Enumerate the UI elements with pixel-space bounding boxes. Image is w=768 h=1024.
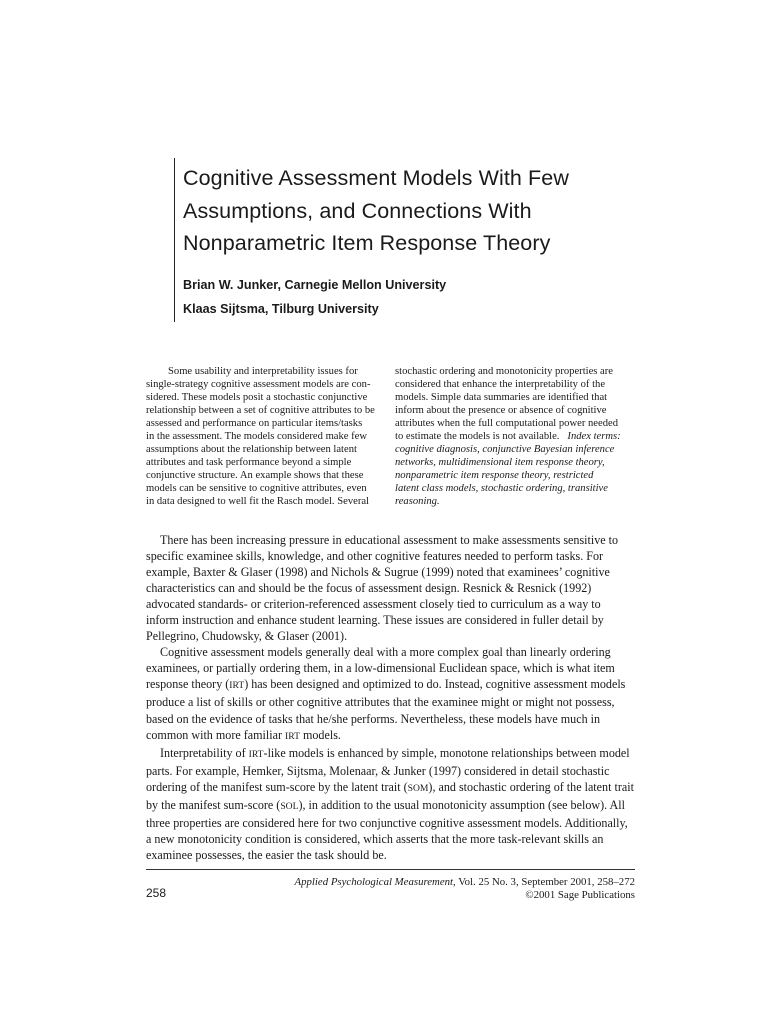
- body-line: advocated standards- or criterion-referenced assessment closely tied to curriculum as a way to: [146, 597, 601, 612]
- body-line: parts. For example, Hemker, Sijtsma, Molenaar, & Junker (1997) considered in detail stochastic: [146, 763, 610, 778]
- abbreviation-sol: SOL: [280, 800, 299, 812]
- title-line: Assumptions, and Connections With: [183, 198, 532, 223]
- body-text-segment: ), and stochastic ordering of the latent trait: [428, 779, 634, 794]
- abstract-line: assumptions about the relationship between latent: [146, 444, 357, 456]
- body-text-segment: response theory (: [146, 677, 230, 692]
- footer-rule: [146, 869, 635, 870]
- body-line: Pellegrino, Chudowsky, & Glaser (2001).: [146, 629, 348, 644]
- body-text-segment: common with more familiar: [146, 727, 286, 742]
- abstract-line: models. Simple data summaries are identified that: [395, 392, 608, 404]
- abstract-line: attributes when the full computational power needed: [395, 418, 618, 430]
- abbreviation-irt: IRT: [285, 730, 300, 742]
- abstract-line: considered that enhance the interpretability of the: [395, 379, 606, 391]
- abstract-line: inform about the presence or absence of cognitive: [395, 405, 607, 417]
- body-line: produce a list of skills or other cognitive attributes that the examinee might or might not possess,: [146, 695, 615, 710]
- body-line: example, Baxter & Glaser (1998) and Nichols & Sugrue (1999) noted that examinees’ cognitive: [146, 565, 610, 580]
- title-block: [174, 158, 703, 322]
- body-line: [146, 727, 635, 745]
- body-line: There has been increasing pressure in educational assessment to make assessments sensitive to: [160, 533, 619, 547]
- title-line: Nonparametric Item Response Theory: [183, 231, 551, 255]
- abstract-line: [395, 430, 635, 443]
- abstract-line: single-strategy cognitive assessment models are con-: [146, 379, 371, 391]
- index-terms-line: cognitive diagnosis, conjunctive Bayesian inference: [395, 444, 615, 456]
- page-number: 258: [146, 886, 167, 900]
- body-line: a new monotonicity condition is considered, which asserts that the more task-relevant skills an: [146, 831, 604, 846]
- body-text: [146, 532, 635, 863]
- index-terms-line: nonparametric item response theory, restricted: [395, 470, 594, 482]
- journal-name: Applied Psychological Measurement,: [294, 876, 456, 888]
- citation-line: [295, 876, 635, 889]
- body-text-segment: ordering of the manifest sum-score by the latent trait (: [146, 779, 408, 794]
- body-line: based on the evidence of tasks that he/she performs. Nevertheless, these models have much in: [146, 711, 601, 726]
- abstract-line: models can be sensitive to cognitive attributes, even: [146, 483, 367, 495]
- body-line: examinees, or partially ordering them, in a low-dimensional Euclidean space, which is what item: [146, 661, 615, 676]
- abstract-line: in data designed to well fit the Rasch model. Several: [146, 496, 369, 508]
- body-text-segment: by the manifest sum-score (: [146, 797, 281, 812]
- abstract-line: sidered. These models posit a stochastic conjunctive: [146, 392, 368, 404]
- index-terms-label: Index terms:: [567, 431, 621, 443]
- abbreviation-som: SOM: [407, 782, 429, 794]
- abstract-line: conjunctive structure. An example shows that these: [146, 470, 364, 482]
- abbreviation-irt: IRT: [248, 748, 264, 760]
- abstract-line: attributes and task performance beyond a simple: [146, 457, 352, 469]
- abstract-line: relationship between a set of cognitive attributes to be: [146, 405, 375, 417]
- body-line: inform instruction and enhance student learning. These issues are considered in fuller detail by: [146, 613, 604, 628]
- abstract-right-column: [395, 365, 635, 509]
- footer-citation: [295, 876, 635, 902]
- body-line: three properties are considered here for two conjunctive cognitive assessment models. Additionally,: [146, 815, 628, 830]
- body-line: examinee possesses, the easier the task should be.: [146, 847, 387, 862]
- body-line: [146, 745, 635, 763]
- citation-details: Vol. 25 No. 3, September 2001, 258–272: [455, 876, 635, 888]
- abstract-line: Some usability and interpretability issues for: [168, 366, 358, 377]
- index-terms-line: latent class models, stochastic ordering, transitive: [395, 483, 608, 495]
- abstract-text: to estimate the models is not available.: [395, 431, 560, 443]
- body-text-segment: models.: [299, 727, 341, 742]
- abstract-left-column: [146, 365, 386, 509]
- body-text-segment: ) has been designed and optimized to do. Instead, cognitive assessment models: [244, 677, 626, 692]
- author-line: Klaas Sijtsma, Tilburg University: [183, 301, 379, 316]
- body-line: [146, 779, 635, 797]
- copyright-line: ©2001 Sage Publications: [525, 889, 635, 901]
- body-line: Cognitive assessment models generally deal with a more complex goal than linearly ordering: [160, 645, 611, 660]
- body-line: characteristics can and should be the focus of assessment design. Resnick & Resnick (1992): [146, 581, 592, 596]
- title-line: Cognitive Assessment Models With Few: [183, 166, 569, 190]
- paper-title: [183, 162, 703, 260]
- body-line: specific examinee skills, knowledge, and other cognitive features needed to perform tasks. For: [146, 549, 604, 564]
- abbreviation-irt: IRT: [229, 680, 245, 692]
- body-text-segment: Interpretability of: [160, 745, 249, 760]
- author-line: Brian W. Junker, Carnegie Mellon University: [183, 277, 447, 292]
- body-line: [146, 676, 635, 694]
- body-line: [146, 797, 635, 815]
- index-terms-line: reasoning.: [395, 496, 440, 508]
- abstract-line: stochastic ordering and monotonicity properties are: [395, 366, 613, 377]
- body-text-segment: ), in addition to the usual monotonicity assumption (see below). All: [298, 797, 625, 812]
- index-terms-line: networks, multidimensional item response theory,: [395, 457, 605, 469]
- abstract-line: in the assessment. The models considered make few: [146, 431, 368, 443]
- abstract-line: assessed and performance on particular items/tasks: [146, 418, 363, 430]
- body-text-segment: -like models is enhanced by simple, monotone relationships between model: [263, 745, 630, 760]
